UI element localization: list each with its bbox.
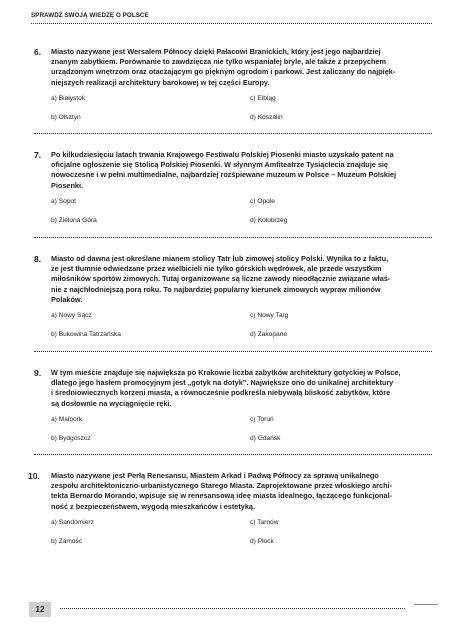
answer-c[interactable]: c) Toruń [250,415,274,423]
answer-options [51,519,428,551]
question-number: 6. [34,47,42,57]
answer-c[interactable]: c) Tarnów [250,518,279,526]
answer-a[interactable]: a) Sandomierz [51,518,94,526]
answer-options [51,416,428,448]
question-number: 7. [34,150,42,160]
footer-corner-line [414,604,438,605]
question-text: Miasto od dawna jest określane mianem stolicy Tatr lub zimowej stolicy Polski. Wynika to z faktu, że jest tłumnie odwiedzane przez wielbicieli nie tylko górskich wędrówek, ale przede wszystkim miłośników sportów zimowych. Tutaj organizowane są liczne zawody nieodłącznie związane właś- nie z najchłodniejszą porą roku. To najbardziej popularny kierunek zimowych wypraw milionów Polaków. [51,254,391,304]
answer-d[interactable]: d) Płock [250,537,274,545]
question-10 [28,471,428,551]
answer-d[interactable]: d) Koszalin [250,113,283,121]
question-divider [34,351,432,352]
answer-options [51,95,428,127]
header-divider [31,23,432,24]
answer-b[interactable]: b) Bukowina Tatrzańska [51,331,121,339]
answer-b[interactable]: b) Zamość [51,537,83,545]
answer-c[interactable]: c) Nowy Targ [250,312,289,320]
answer-a[interactable]: a) Sopot [51,197,76,205]
question-divider [34,454,432,455]
question-text: W tym mieście znajduje się największa po Krakowie liczba zabytków architektury gotyckiej w Polsce, dlatego jego hasłem promocyjnym jest „gotyk na dotyk”. Największe ono do unikalnej architektury i średniowiecznych korzeni miasta, a równocześnie podkreśla niebywałą bliskość zabytków, które są dosłownie na wyciągnięcie ręki. [51,368,401,408]
question-text: Miasto nazywane jest Wersalem Północy dzięki Pałacowi Branickich, który jest jego najbardziej znanym zabytkiem. Porównanie to zawdzięcza nie tylko wspaniałej bryle, ale także z przepychem urządzonym wnętrzom oraz otaczającym go pięknym ogrodom i parkowi. Jest zaliczany do najpięk- niejszych realizacji architektury barokowej w tej części Europy. [51,47,396,87]
question-divider [34,237,432,238]
question-number: 8. [34,254,42,264]
answer-c[interactable]: c) Opole [250,197,275,205]
answer-options [51,198,428,230]
question-7 [34,150,428,230]
footer-divider [60,608,405,609]
answer-a[interactable]: a) Nowy Sącz [51,312,92,320]
answer-b[interactable]: b) Olsztyn [51,113,81,121]
answer-options [51,312,428,344]
answer-a[interactable]: a) Białystok [51,94,86,102]
answer-d[interactable]: d) Kołobrzeg [250,216,288,224]
running-header: SPRAWDŹ SWOJĄ WIEDZĘ O POLSCE [31,12,149,19]
answer-c[interactable]: c) Elbląg [250,94,276,102]
question-6 [34,47,428,127]
answer-b[interactable]: b) Bydgoszcz [51,434,91,442]
question-number: 10. [28,471,40,481]
question-9 [34,368,428,448]
question-number: 9. [34,368,42,378]
answer-d[interactable]: d) Gdańsk [250,434,281,442]
page-number: 12 [29,602,51,617]
question-text: Po kilkudziesięciu latach trwania Krajowego Festiwalu Polskiej Piosenki miasto uzyskało patent na oficjalne ogłoszenie się Stolicą Polskiej Piosenki. W słynnym Amfiteatrze Tysiąclecia znajduje się nowoczesne i w pełni multimedialne, najbardziej rozśpiewane muzeum w Polsce – Muzeum Polskiej Piosenki. [51,150,397,190]
question-8 [34,254,428,344]
question-text: Miasto nazywane jest Perłą Renesansu, Miastem Arkad i Padwą Północy za sprawą unikalnego zespołu architektoniczno-urbanistycznego Starego Miasta. Zaprojektowane przez włoskiego archi- tekta Bernardo Morando, wpisuje się w renesansową ideę miasta idealnego, łączącego funkcjonal- ność z bezpieczeństwem, wygodą mieszkańców i estetyką. [51,471,393,511]
question-divider [34,133,432,134]
answer-a[interactable]: a) Malbork [51,415,83,423]
answer-b[interactable]: b) Zielona Góra [51,216,97,224]
answer-d[interactable]: d) Zakopane [250,331,288,339]
